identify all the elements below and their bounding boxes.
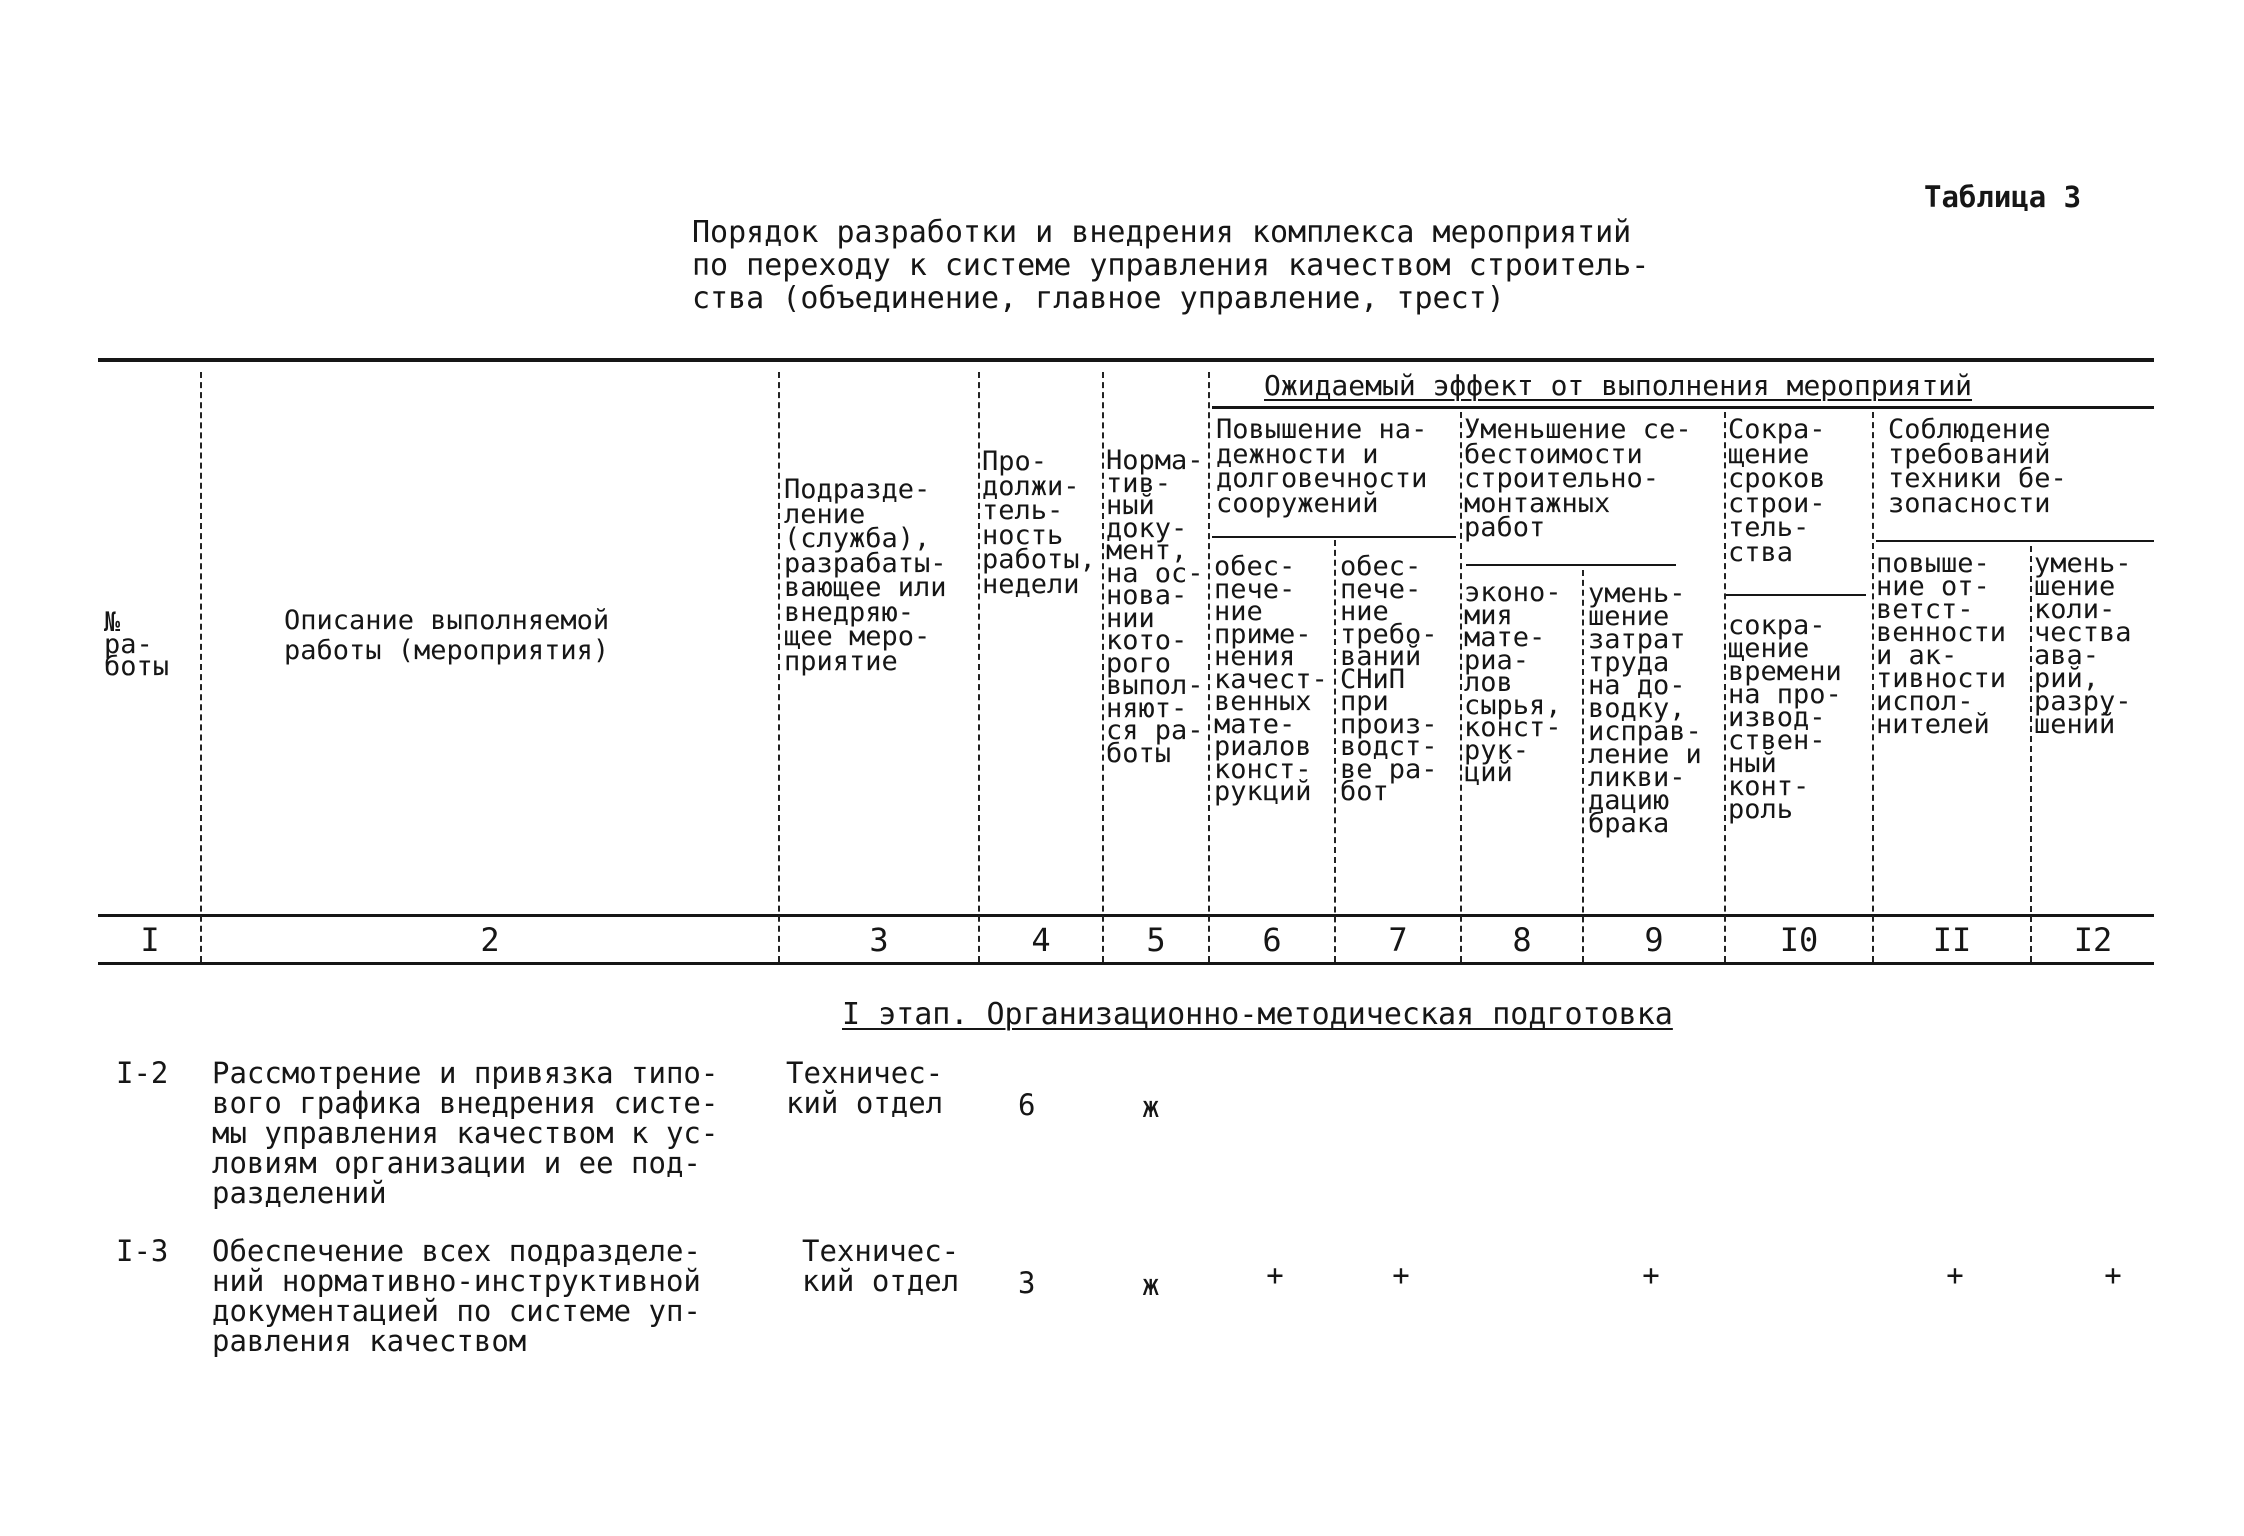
row-normative-doc: ж	[1142, 1268, 1160, 1302]
header-col-7: обес- пече- ние требо- ваний СНиП при произ- водст- ве ра- бот	[1340, 551, 1438, 807]
row-mark-col-9: +	[1642, 1258, 1660, 1292]
col-separator	[1872, 412, 1874, 962]
header-col-9: умень- шение затрат труда на до- водку, исправ- ление и ликви- дацию брака	[1588, 578, 1702, 839]
row-mark-col-12: +	[2104, 1258, 2122, 1292]
col-number-9: 9	[1644, 921, 1664, 959]
col-separator	[778, 372, 780, 962]
header-col-duration: Про- должи- тель- ность работы, недели	[982, 446, 1096, 600]
numbers-bottom-rule	[98, 962, 2154, 965]
row-mark-col-7: +	[1392, 1258, 1410, 1292]
col-separator	[1460, 412, 1462, 962]
header-col-6: обес- пече- ние приме- нения качест- венных мате- риалов конст- рукций	[1214, 551, 1328, 807]
col-separator	[1582, 570, 1584, 962]
header-col-11: повыше- ние от- ветст- венности и ак- тивности испол- нителей	[1876, 548, 2007, 740]
header-group-reliability: Повышение на- дежности и долговечности сооружений	[1216, 414, 1428, 519]
header-col-8: эконо- мия мате- риа- лов сырья, конст- рук- ций	[1464, 577, 1562, 788]
col-separator	[978, 372, 980, 962]
col-separator	[1208, 372, 1210, 962]
group-d-rule	[1876, 540, 2154, 542]
row-department: Техничес- кий отдел	[802, 1234, 960, 1298]
col-number-6: 6	[1262, 921, 1282, 959]
row-description: Рассмотрение и привязка типо- вого графика внедрения систе- мы управления качеством к ус- ловиям организации и ее под- разделений	[212, 1056, 719, 1210]
col-number-7: 7	[1388, 921, 1408, 959]
col-separator	[1334, 540, 1336, 962]
col-separator	[200, 372, 202, 962]
row-number: I-2	[116, 1056, 169, 1090]
header-top-rule	[98, 358, 2154, 362]
col-number-4: 4	[1031, 921, 1051, 959]
header-col-normative-doc: Норма- тив- ный доку- мент, на ос- нова- нии кото- рого выпол- няют- ся ра- боты	[1106, 445, 1204, 769]
col-number-2: 2	[480, 921, 500, 959]
header-effect-group: Ожидаемый эффект от выполнения мероприятий	[1264, 369, 1973, 402]
col-number-8: 8	[1512, 921, 1532, 959]
header-col-number: № ра- боты	[104, 607, 170, 682]
header-bottom-rule	[98, 914, 2154, 917]
group-b-rule	[1466, 564, 1676, 566]
col-number-12: I2	[2073, 921, 2113, 959]
section-title: I этап. Организационно-методическая подготовка	[842, 997, 1673, 1032]
col-separator	[2030, 546, 2032, 962]
table-title: Порядок разработки и внедрения комплекса мероприятий по переходу к системе управления качеством строитель- ства (объединение, главное управление, трест)	[692, 215, 1650, 316]
row-description: Обеспечение всех подразделе- ний нормативно-инструктивной документацией по системе уп- равления качеством	[212, 1234, 701, 1358]
row-duration: 6	[1018, 1088, 1036, 1122]
col-number-1: I	[140, 921, 160, 959]
effect-group-rule	[1212, 406, 2154, 409]
group-c-rule	[1726, 594, 1866, 596]
row-normative-doc: ж	[1142, 1090, 1160, 1124]
group-a-rule	[1212, 536, 1456, 538]
row-number: I-3	[116, 1234, 169, 1268]
header-group-cost: Уменьшение се- бестоимости строительно- монтажных работ	[1464, 414, 1692, 543]
col-number-11: II	[1932, 921, 1972, 959]
header-group-safety: Соблюдение требований техники бе- зопасности	[1888, 414, 2067, 519]
col-separator	[1724, 412, 1726, 962]
header-col-10: сокра- щение времени на про- извод- ствен- ный конт- роль	[1728, 610, 1842, 825]
col-number-10: I0	[1779, 921, 1819, 959]
row-mark-col-6: +	[1266, 1258, 1284, 1292]
header-col-12: умень- шение коли- чества ава- рий, разру- шений	[2034, 548, 2132, 740]
header-col-department: Подразде- ление (служба), разрабаты- вающее или внедряю- щее меро- приятие	[784, 474, 947, 677]
col-number-3: 3	[869, 921, 889, 959]
header-group-terms: Сокра- щение сроков строи- тель- ства	[1728, 414, 1826, 568]
table-label: Таблица 3	[1924, 180, 2082, 214]
row-duration: 3	[1018, 1266, 1036, 1300]
row-mark-col-11: +	[1946, 1258, 1964, 1292]
col-separator	[1102, 372, 1104, 962]
header-col-description: Описание выполняемой работы (мероприятия)	[284, 605, 610, 666]
row-department: Техничес- кий отдел	[786, 1056, 944, 1120]
col-number-5: 5	[1146, 921, 1166, 959]
